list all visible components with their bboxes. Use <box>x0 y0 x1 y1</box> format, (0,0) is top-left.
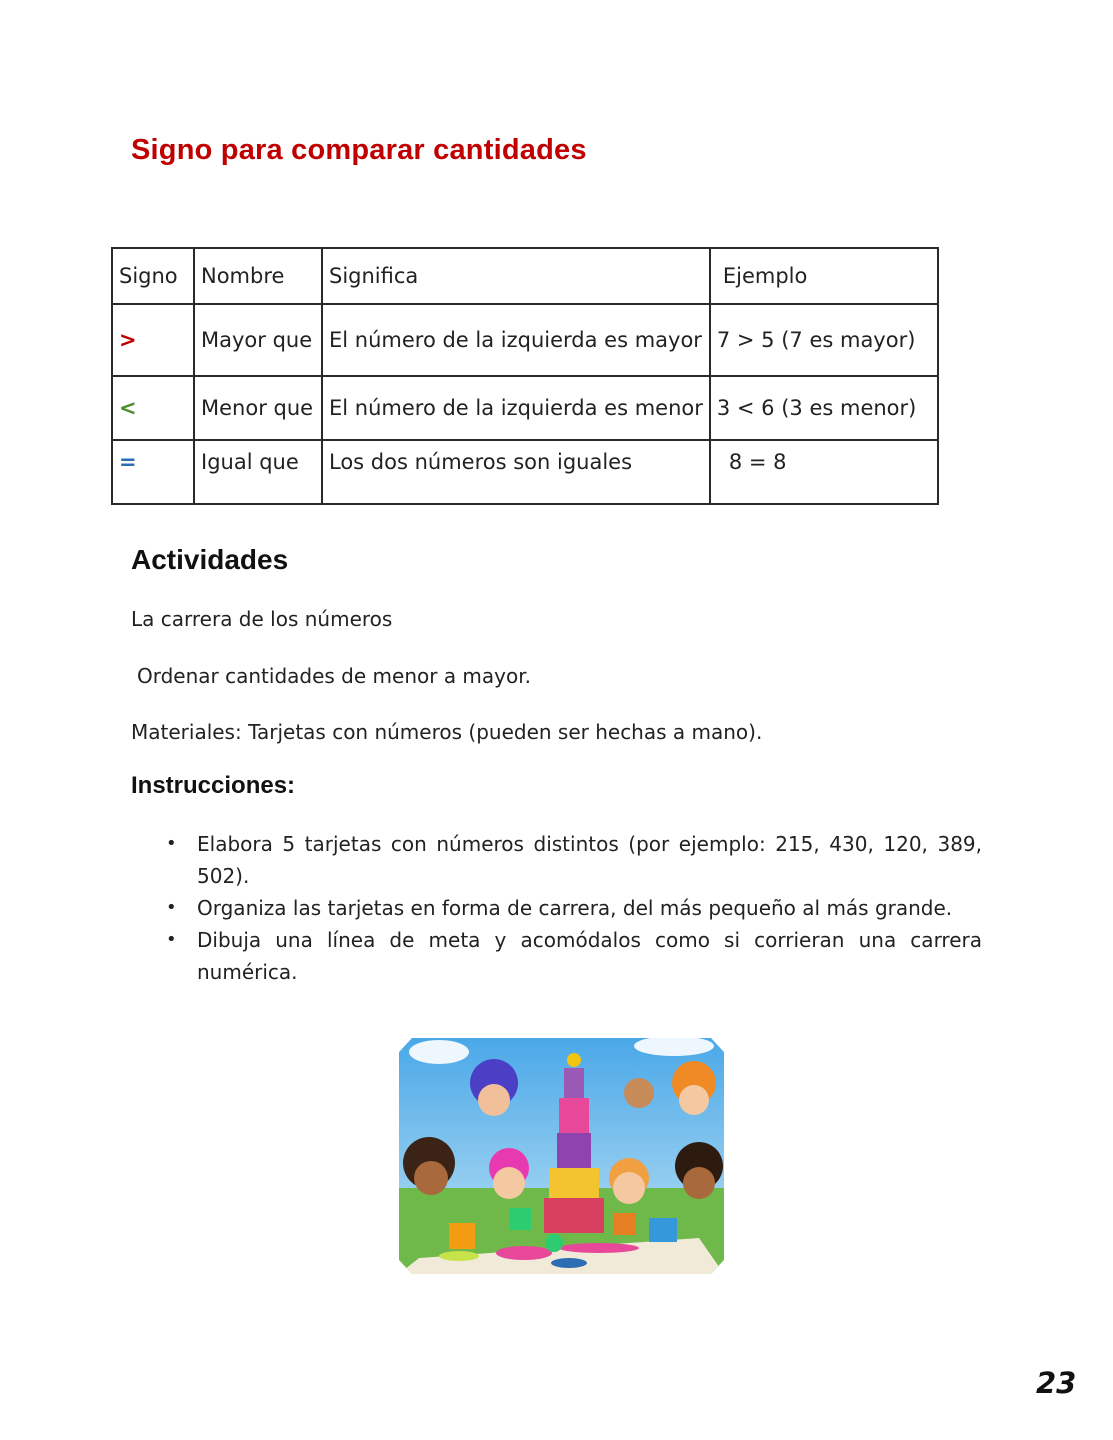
header-significa: Significa <box>322 248 710 304</box>
table-header-row <box>112 248 938 304</box>
sign-name: Menor que <box>194 376 322 440</box>
table-row <box>112 440 938 504</box>
activity-objective: Ordenar cantidades de menor a mayor. <box>137 664 531 688</box>
instructions-list <box>160 828 982 988</box>
bullet-icon: • <box>166 929 177 950</box>
instruction-text: Dibuja una línea de meta y acomódalos como si corrieran una carrera numérica. <box>197 928 982 984</box>
activity-name: La carrera de los números <box>131 607 393 631</box>
sign-example: 7 > 5 (7 es mayor) <box>710 304 938 376</box>
header-signo: Signo <box>112 248 194 304</box>
sign-less-than: < <box>112 376 194 440</box>
sign-example: 8 = 8 <box>710 440 938 504</box>
sign-greater-than: > <box>112 304 194 376</box>
sign-equal: = <box>112 440 194 504</box>
sign-meaning: El número de la izquierda es menor <box>322 376 710 440</box>
instruction-text: Organiza las tarjetas en forma de carrera, del más pequeño al más grande. <box>197 896 953 920</box>
sign-meaning: Los dos números son iguales <box>322 440 710 504</box>
instructions-heading: Instrucciones: <box>131 772 296 799</box>
comparison-signs-table <box>111 247 939 505</box>
sign-example: 3 < 6 (3 es menor) <box>710 376 938 440</box>
bullet-icon: • <box>166 833 177 854</box>
table-row <box>112 376 938 440</box>
header-ejemplo: Ejemplo <box>710 248 938 304</box>
activities-heading: Actividades <box>131 544 289 575</box>
bullet-icon: • <box>166 897 177 918</box>
activity-materials: Materiales: Tarjetas con números (pueden ser hechas a mano). <box>131 720 763 744</box>
children-building-blocks-illustration <box>399 1038 724 1274</box>
sign-name: Igual que <box>194 440 322 504</box>
page-title: Signo para comparar cantidades <box>131 134 587 166</box>
list-item <box>160 924 982 988</box>
sign-meaning: El número de la izquierda es mayor <box>322 304 710 376</box>
list-item <box>160 892 982 924</box>
page-number: 23 <box>1036 1366 1077 1400</box>
instruction-text: Elabora 5 tarjetas con números distintos (por ejemplo: 215, 430, 120, 389, 502). <box>197 832 982 888</box>
table-row <box>112 304 938 376</box>
header-nombre: Nombre <box>194 248 322 304</box>
sign-name: Mayor que <box>194 304 322 376</box>
list-item <box>160 828 982 892</box>
